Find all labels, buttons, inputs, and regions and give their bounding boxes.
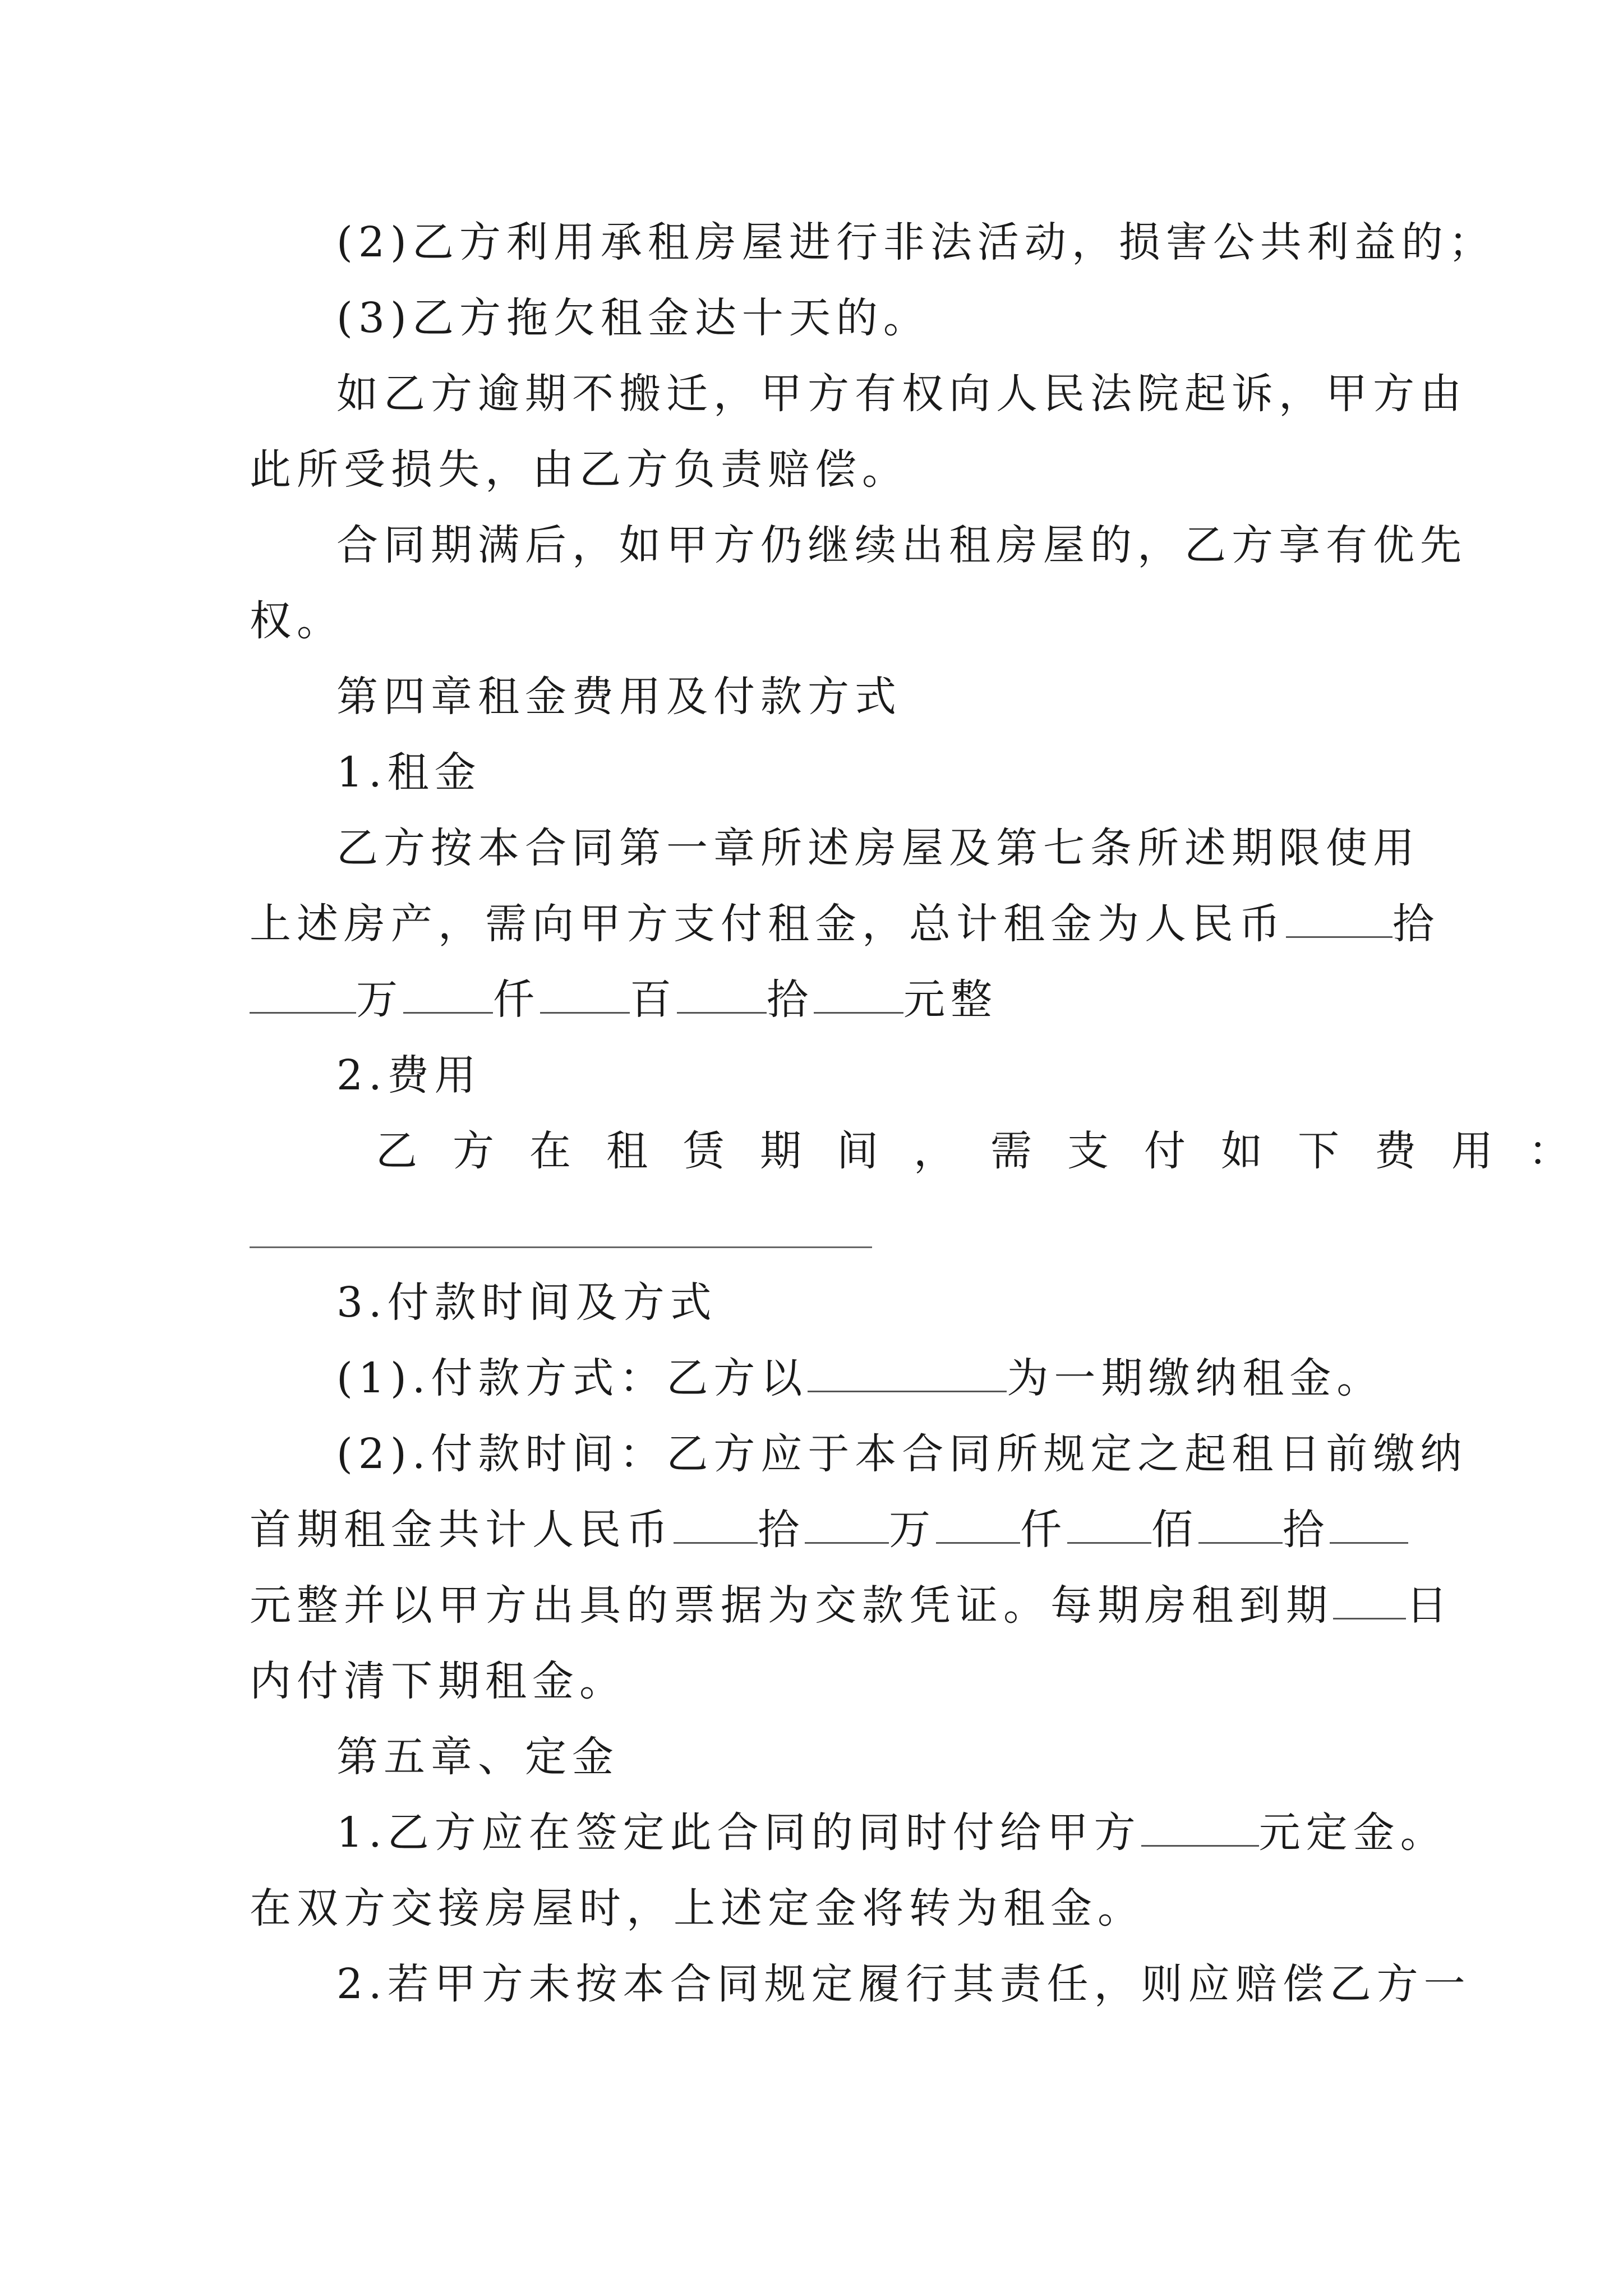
payment-time-line3: 元整并以甲方出具的票据为交款凭证。每期房租到期 日 [250,1581,1453,1630]
deposit-clause-1-line2: 在双方交接房屋时，上述定金将转为租金。 [250,1884,1145,1932]
payment-time-line1: (2).付款时间：乙方应于本合同所规定之起租日前缴纳 [336,1430,1468,1478]
deposit-clause-1-line1: 1.乙方应在签定此合同的同时付给甲方 元定金。 [336,1809,1447,1857]
chapter-4-heading: 第四章租金费用及付款方式 [336,673,902,721]
rent-subheading: 1.租金 [336,748,482,797]
blank-field [936,1542,1020,1544]
paragraph-overdue-line1: 如乙方逾期不搬迁，甲方有权向人民法院起诉，甲方由 [336,370,1467,418]
payment-time-line2: 首期租金共计人民币 拾 万 仟 佰 拾 [250,1509,1408,1550]
blank-field [1067,1542,1151,1544]
rent-paragraph-line2: 上述房产，需向甲方支付租金，总计租金为人民币 拾 [250,900,1440,948]
blank-field [1333,1617,1406,1619]
blank-field [250,1011,356,1014]
fees-subheading: 2.费用 [336,1051,482,1099]
payment-method-line: (1).付款方式：乙方以 为一期缴纳租金。 [336,1354,1384,1402]
fees-blank-line [250,1246,872,1248]
clause-2-illegal-activity: (2)乙方利用承租房屋进行非法活动，损害公共利益的； [336,218,1496,266]
blank-field [403,1011,493,1014]
paragraph-overdue-line2: 此所受损失，由乙方负责赔偿。 [250,445,909,494]
paragraph-priority-line1: 合同期满后，如甲方仍继续出租房屋的，乙方享有优先 [336,521,1467,569]
blank-field [674,1542,758,1544]
deposit-clause-2-line1: 2.若甲方未按本合同规定履行其责任，则应赔偿乙方一 [336,1960,1471,2008]
rent-paragraph-line3: 万 仟 百 拾 元整 [250,979,998,1020]
paragraph-priority-line2: 权。 [250,597,344,645]
payment-subheading: 3.付款时间及方式 [336,1278,717,1327]
blank-field [1286,936,1393,938]
fees-paragraph: 乙方在租赁期间，需支付如下费用： [376,1127,1605,1175]
blank-field [677,1011,767,1014]
payment-time-line4: 内付清下期租金。 [250,1657,626,1705]
blank-field [814,1011,903,1014]
clause-3-rent-arrears: (3)乙方拖欠租金达十天的。 [336,294,930,342]
blank-field [1141,1844,1259,1847]
blank-field [808,1390,1007,1392]
blank-field [805,1542,889,1544]
chapter-5-heading: 第五章、定金 [336,1733,619,1781]
blank-field [1198,1542,1283,1544]
blank-field [1330,1542,1408,1544]
blank-field [540,1011,630,1014]
rent-paragraph-line1: 乙方按本合同第一章所述房屋及第七条所述期限使用 [336,824,1420,872]
